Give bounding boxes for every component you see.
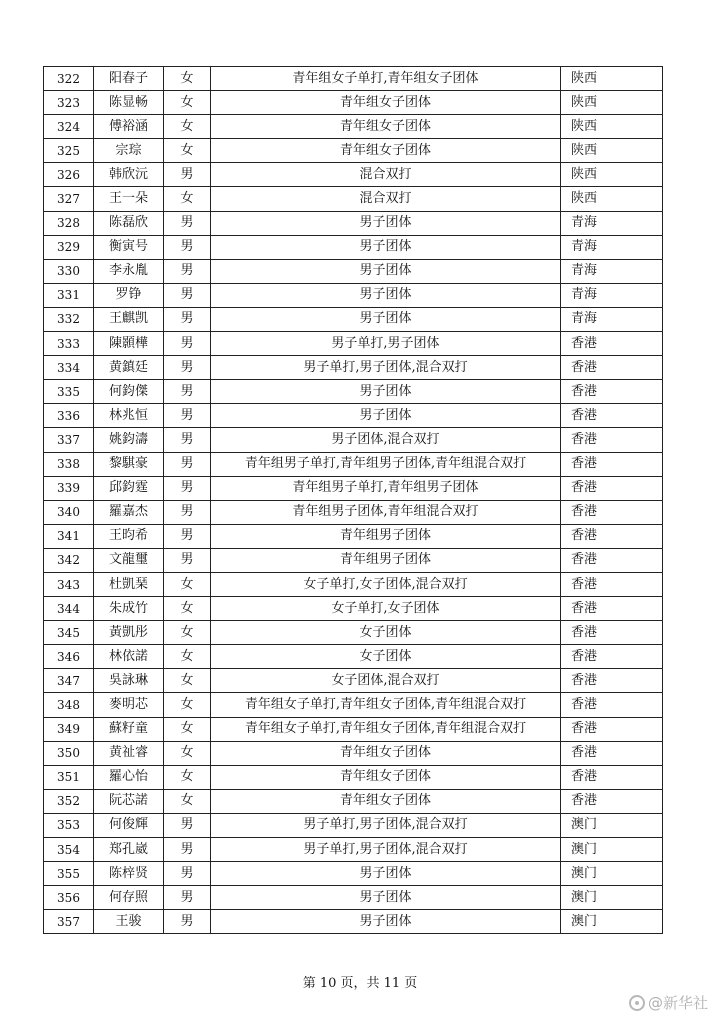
athlete-events: 男子团体 xyxy=(211,404,561,428)
athlete-region: 香港 xyxy=(561,717,663,741)
athlete-name: 黄鎮廷 xyxy=(94,356,164,380)
table-row xyxy=(44,476,663,500)
row-number: 353 xyxy=(44,813,94,837)
table-row xyxy=(44,115,663,139)
athlete-region: 香港 xyxy=(561,693,663,717)
athlete-region: 青海 xyxy=(561,211,663,235)
row-number: 339 xyxy=(44,476,94,500)
row-number: 357 xyxy=(44,910,94,934)
athlete-region: 青海 xyxy=(561,283,663,307)
athlete-events: 混合双打 xyxy=(211,163,561,187)
athlete-events: 男子团体 xyxy=(211,211,561,235)
table-row xyxy=(44,404,663,428)
row-number: 340 xyxy=(44,500,94,524)
row-number: 355 xyxy=(44,862,94,886)
row-number: 336 xyxy=(44,404,94,428)
athlete-region: 香港 xyxy=(561,597,663,621)
watermark xyxy=(629,992,708,1013)
athlete-name: 陈梓贤 xyxy=(94,862,164,886)
table-row xyxy=(44,452,663,476)
row-number: 347 xyxy=(44,669,94,693)
athlete-events: 青年组男子团体 xyxy=(211,548,561,572)
athlete-name: 林依諾 xyxy=(94,645,164,669)
athlete-events: 男子团体 xyxy=(211,380,561,404)
athlete-name: 文龍璽 xyxy=(94,548,164,572)
table-row xyxy=(44,428,663,452)
athlete-name: 王骏 xyxy=(94,910,164,934)
table-row xyxy=(44,380,663,404)
table-row xyxy=(44,283,663,307)
table-row xyxy=(44,356,663,380)
athlete-name: 黎騏豪 xyxy=(94,452,164,476)
athlete-region: 陕西 xyxy=(561,67,663,91)
table-row xyxy=(44,500,663,524)
athlete-gender: 女 xyxy=(164,669,211,693)
athlete-name: 何鈞傑 xyxy=(94,380,164,404)
page-number: 第 10 页，共 11 页 xyxy=(302,976,418,991)
athlete-name: 何存照 xyxy=(94,886,164,910)
athlete-events: 青年组男子团体 xyxy=(211,524,561,548)
athlete-region: 香港 xyxy=(561,404,663,428)
athlete-region: 香港 xyxy=(561,669,663,693)
athlete-events: 女子团体 xyxy=(211,645,561,669)
roster-body xyxy=(44,67,663,934)
athlete-region: 香港 xyxy=(561,500,663,524)
athlete-name: 韩欣沅 xyxy=(94,163,164,187)
athlete-events: 男子团体,混合双打 xyxy=(211,428,561,452)
athlete-events: 青年组女子团体 xyxy=(211,115,561,139)
athlete-name: 姚鈞濤 xyxy=(94,428,164,452)
table-row xyxy=(44,717,663,741)
athlete-events: 女子团体,混合双打 xyxy=(211,669,561,693)
table-row xyxy=(44,548,663,572)
row-number: 329 xyxy=(44,235,94,259)
athlete-gender: 男 xyxy=(164,862,211,886)
athlete-events: 青年组女子单打,青年组女子团体 xyxy=(211,67,561,91)
athlete-region: 香港 xyxy=(561,524,663,548)
athlete-gender: 女 xyxy=(164,597,211,621)
athlete-gender: 男 xyxy=(164,307,211,331)
row-number: 322 xyxy=(44,67,94,91)
table-row xyxy=(44,163,663,187)
weibo-icon xyxy=(629,995,645,1011)
row-number: 324 xyxy=(44,115,94,139)
row-number: 343 xyxy=(44,572,94,596)
athlete-gender: 女 xyxy=(164,741,211,765)
row-number: 327 xyxy=(44,187,94,211)
athlete-gender: 男 xyxy=(164,838,211,862)
athlete-region: 香港 xyxy=(561,645,663,669)
athlete-gender: 女 xyxy=(164,139,211,163)
athlete-region: 香港 xyxy=(561,765,663,789)
athlete-events: 青年组女子单打,青年组女子团体,青年组混合双打 xyxy=(211,717,561,741)
athlete-events: 青年组女子单打,青年组女子团体,青年组混合双打 xyxy=(211,693,561,717)
row-number: 342 xyxy=(44,548,94,572)
athlete-gender: 男 xyxy=(164,548,211,572)
athlete-gender: 男 xyxy=(164,380,211,404)
athlete-events: 男子单打,男子团体,混合双打 xyxy=(211,356,561,380)
athlete-events: 青年组女子团体 xyxy=(211,765,561,789)
table-row xyxy=(44,886,663,910)
row-number: 350 xyxy=(44,741,94,765)
athlete-gender: 男 xyxy=(164,211,211,235)
athlete-events: 男子团体 xyxy=(211,259,561,283)
athlete-name: 阳春子 xyxy=(94,67,164,91)
athlete-gender: 男 xyxy=(164,886,211,910)
row-number: 325 xyxy=(44,139,94,163)
row-number: 326 xyxy=(44,163,94,187)
row-number: 349 xyxy=(44,717,94,741)
athlete-gender: 男 xyxy=(164,524,211,548)
athlete-gender: 女 xyxy=(164,572,211,596)
athlete-roster-table xyxy=(43,66,663,934)
athlete-region: 澳门 xyxy=(561,813,663,837)
athlete-gender: 女 xyxy=(164,645,211,669)
athlete-name: 黄祉睿 xyxy=(94,741,164,765)
athlete-gender: 男 xyxy=(164,235,211,259)
athlete-gender: 男 xyxy=(164,476,211,500)
athlete-name: 李永胤 xyxy=(94,259,164,283)
athlete-name: 吳詠琳 xyxy=(94,669,164,693)
athlete-name: 王昀希 xyxy=(94,524,164,548)
athlete-name: 陈显畅 xyxy=(94,91,164,115)
athlete-events: 男子团体 xyxy=(211,235,561,259)
table-row xyxy=(44,910,663,934)
table-row xyxy=(44,332,663,356)
table-row xyxy=(44,741,663,765)
row-number: 338 xyxy=(44,452,94,476)
athlete-events: 青年组女子团体 xyxy=(211,91,561,115)
row-number: 344 xyxy=(44,597,94,621)
row-number: 328 xyxy=(44,211,94,235)
athlete-region: 香港 xyxy=(561,356,663,380)
athlete-gender: 女 xyxy=(164,789,211,813)
row-number: 331 xyxy=(44,283,94,307)
athlete-name: 郑孔崴 xyxy=(94,838,164,862)
athlete-gender: 女 xyxy=(164,115,211,139)
athlete-events: 男子团体 xyxy=(211,307,561,331)
athlete-name: 邱鈞霆 xyxy=(94,476,164,500)
athlete-events: 青年组女子团体 xyxy=(211,741,561,765)
athlete-events: 男子单打,男子团体,混合双打 xyxy=(211,813,561,837)
table-row xyxy=(44,91,663,115)
athlete-region: 香港 xyxy=(561,572,663,596)
athlete-gender: 男 xyxy=(164,356,211,380)
athlete-gender: 女 xyxy=(164,693,211,717)
athlete-region: 香港 xyxy=(561,332,663,356)
table-row xyxy=(44,621,663,645)
athlete-events: 青年组男子团体,青年组混合双打 xyxy=(211,500,561,524)
table-row xyxy=(44,838,663,862)
athlete-gender: 男 xyxy=(164,500,211,524)
table-row xyxy=(44,789,663,813)
athlete-gender: 男 xyxy=(164,813,211,837)
row-number: 333 xyxy=(44,332,94,356)
athlete-name: 麥明芯 xyxy=(94,693,164,717)
table-row xyxy=(44,139,663,163)
row-number: 354 xyxy=(44,838,94,862)
row-number: 337 xyxy=(44,428,94,452)
table-row xyxy=(44,693,663,717)
athlete-events: 青年组男子单打,青年组男子团体 xyxy=(211,476,561,500)
row-number: 351 xyxy=(44,765,94,789)
athlete-name: 羅心怡 xyxy=(94,765,164,789)
athlete-region: 香港 xyxy=(561,428,663,452)
athlete-events: 男子团体 xyxy=(211,886,561,910)
athlete-region: 香港 xyxy=(561,380,663,404)
athlete-name: 黃凱彤 xyxy=(94,621,164,645)
athlete-gender: 男 xyxy=(164,283,211,307)
athlete-gender: 女 xyxy=(164,67,211,91)
athlete-gender: 男 xyxy=(164,259,211,283)
athlete-gender: 女 xyxy=(164,91,211,115)
athlete-name: 陈磊欣 xyxy=(94,211,164,235)
athlete-events: 女子团体 xyxy=(211,621,561,645)
athlete-name: 衡寅号 xyxy=(94,235,164,259)
row-number: 323 xyxy=(44,91,94,115)
athlete-gender: 男 xyxy=(164,910,211,934)
athlete-gender: 女 xyxy=(164,717,211,741)
watermark-text: @新华社 xyxy=(647,994,708,1012)
athlete-name: 傅裕涵 xyxy=(94,115,164,139)
athlete-name: 罗铮 xyxy=(94,283,164,307)
table-row xyxy=(44,259,663,283)
athlete-region: 澳门 xyxy=(561,838,663,862)
athlete-events: 女子单打,女子团体 xyxy=(211,597,561,621)
table-row xyxy=(44,597,663,621)
athlete-gender: 男 xyxy=(164,404,211,428)
row-number: 346 xyxy=(44,645,94,669)
table-row xyxy=(44,307,663,331)
athlete-events: 女子单打,女子团体,混合双打 xyxy=(211,572,561,596)
table-row xyxy=(44,813,663,837)
athlete-name: 何俊輝 xyxy=(94,813,164,837)
athlete-gender: 男 xyxy=(164,428,211,452)
athlete-gender: 女 xyxy=(164,187,211,211)
table-row xyxy=(44,572,663,596)
table-row xyxy=(44,67,663,91)
table-row xyxy=(44,765,663,789)
athlete-region: 陕西 xyxy=(561,163,663,187)
athlete-region: 香港 xyxy=(561,621,663,645)
athlete-events: 男子单打,男子团体,混合双打 xyxy=(211,838,561,862)
athlete-region: 陕西 xyxy=(561,91,663,115)
athlete-region: 陕西 xyxy=(561,187,663,211)
athlete-events: 混合双打 xyxy=(211,187,561,211)
table-row xyxy=(44,862,663,886)
row-number: 330 xyxy=(44,259,94,283)
athlete-name: 王麒凯 xyxy=(94,307,164,331)
row-number: 332 xyxy=(44,307,94,331)
athlete-region: 香港 xyxy=(561,452,663,476)
table-row xyxy=(44,524,663,548)
row-number: 335 xyxy=(44,380,94,404)
athlete-region: 香港 xyxy=(561,548,663,572)
athlete-events: 男子单打,男子团体 xyxy=(211,332,561,356)
athlete-name: 王一朵 xyxy=(94,187,164,211)
athlete-name: 蘇籽童 xyxy=(94,717,164,741)
athlete-region: 陕西 xyxy=(561,115,663,139)
athlete-gender: 男 xyxy=(164,332,211,356)
athlete-name: 朱成竹 xyxy=(94,597,164,621)
row-number: 352 xyxy=(44,789,94,813)
table-row xyxy=(44,645,663,669)
athlete-name: 杜凱琹 xyxy=(94,572,164,596)
athlete-region: 青海 xyxy=(561,307,663,331)
athlete-region: 陕西 xyxy=(561,139,663,163)
athlete-region: 澳门 xyxy=(561,862,663,886)
athlete-region: 青海 xyxy=(561,259,663,283)
athlete-region: 青海 xyxy=(561,235,663,259)
table-row xyxy=(44,187,663,211)
athlete-gender: 女 xyxy=(164,765,211,789)
athlete-events: 青年组女子团体 xyxy=(211,139,561,163)
table-row xyxy=(44,669,663,693)
athlete-region: 香港 xyxy=(561,476,663,500)
athlete-region: 澳门 xyxy=(561,910,663,934)
athlete-region: 澳门 xyxy=(561,886,663,910)
athlete-events: 男子团体 xyxy=(211,862,561,886)
row-number: 334 xyxy=(44,356,94,380)
athlete-gender: 男 xyxy=(164,452,211,476)
athlete-events: 青年组女子团体 xyxy=(211,789,561,813)
athlete-gender: 男 xyxy=(164,163,211,187)
athlete-name: 宗琮 xyxy=(94,139,164,163)
row-number: 341 xyxy=(44,524,94,548)
athlete-name: 羅嘉杰 xyxy=(94,500,164,524)
athlete-name: 林兆恒 xyxy=(94,404,164,428)
athlete-name: 阮芯諾 xyxy=(94,789,164,813)
athlete-region: 香港 xyxy=(561,789,663,813)
table-row xyxy=(44,211,663,235)
row-number: 348 xyxy=(44,693,94,717)
athlete-events: 青年组男子单打,青年组男子团体,青年组混合双打 xyxy=(211,452,561,476)
athlete-region: 香港 xyxy=(561,741,663,765)
row-number: 345 xyxy=(44,621,94,645)
athlete-events: 男子团体 xyxy=(211,910,561,934)
athlete-name: 陳顥樺 xyxy=(94,332,164,356)
athlete-gender: 女 xyxy=(164,621,211,645)
athlete-events: 男子团体 xyxy=(211,283,561,307)
row-number: 356 xyxy=(44,886,94,910)
table-row xyxy=(44,235,663,259)
